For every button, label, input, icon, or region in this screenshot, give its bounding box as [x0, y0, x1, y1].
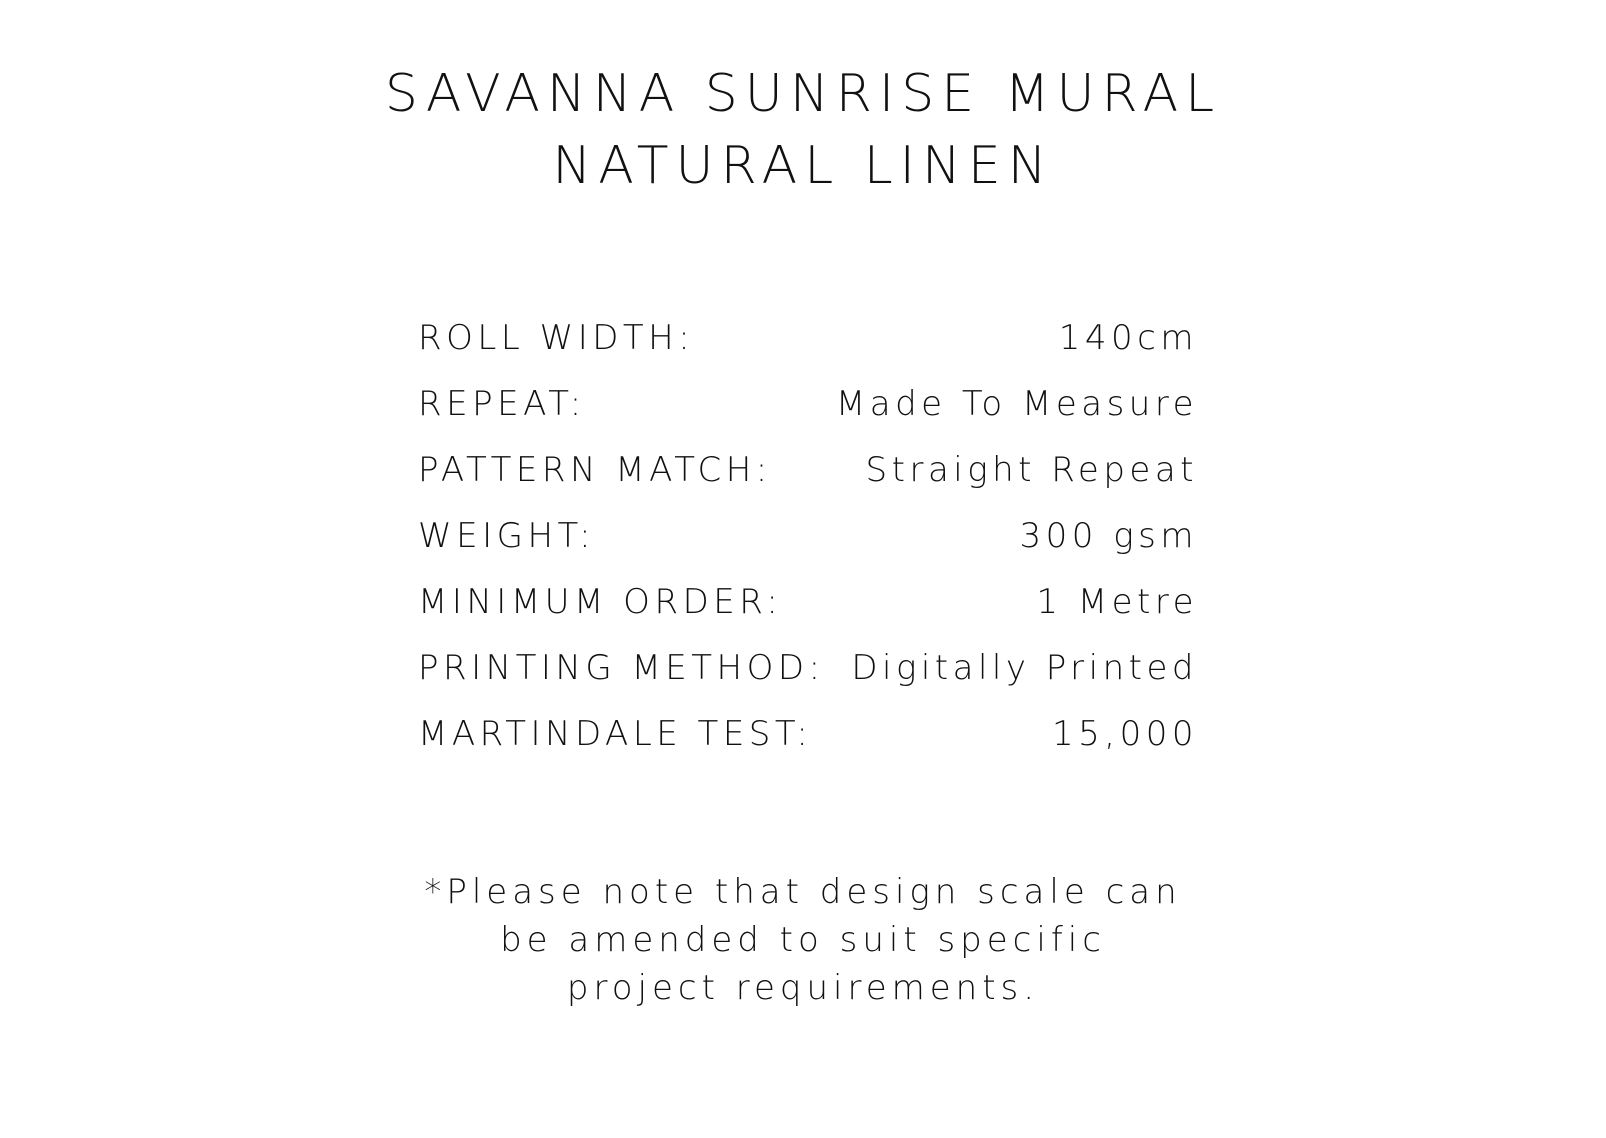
spec-row-roll-width — [418, 318, 1198, 384]
spec-row-printing-method — [418, 648, 1198, 714]
spec-label: WEIGHT: — [418, 516, 596, 556]
spec-label: MINIMUM ORDER: — [418, 582, 783, 622]
spec-table — [418, 318, 1198, 780]
product-name: SAVANNA SUNRISE MURAL — [384, 64, 1222, 124]
spec-label: REPEAT: — [418, 384, 586, 424]
spec-label: ROLL WIDTH: — [418, 318, 695, 358]
spec-label: MARTINDALE TEST: — [418, 714, 813, 754]
spec-row-martindale-test — [418, 714, 1198, 780]
spec-row-minimum-order — [418, 582, 1198, 648]
spec-value: Straight Repeat — [865, 450, 1198, 490]
note-line: project requirements. — [566, 968, 1040, 1008]
spec-value: Made To Measure — [835, 384, 1198, 424]
note-line: *Please note that design scale can — [424, 872, 1182, 912]
product-material: NATURAL LINEN — [552, 136, 1054, 196]
note-line: be amended to suit specific — [500, 920, 1106, 960]
spec-value: 15,000 — [1052, 714, 1198, 754]
spec-value: 300 gsm — [1019, 516, 1198, 556]
spec-row-pattern-match — [418, 450, 1198, 516]
spec-row-weight — [418, 516, 1198, 582]
spec-label: PRINTING METHOD: — [418, 648, 825, 688]
scale-note — [0, 868, 1606, 1012]
spec-label: PATTERN MATCH: — [418, 450, 772, 490]
product-title — [0, 58, 1606, 202]
spec-value: 140cm — [1058, 318, 1198, 358]
spec-row-repeat — [418, 384, 1198, 450]
spec-value: Digitally Printed — [851, 648, 1198, 688]
spec-value: 1 Metre — [1036, 582, 1198, 622]
